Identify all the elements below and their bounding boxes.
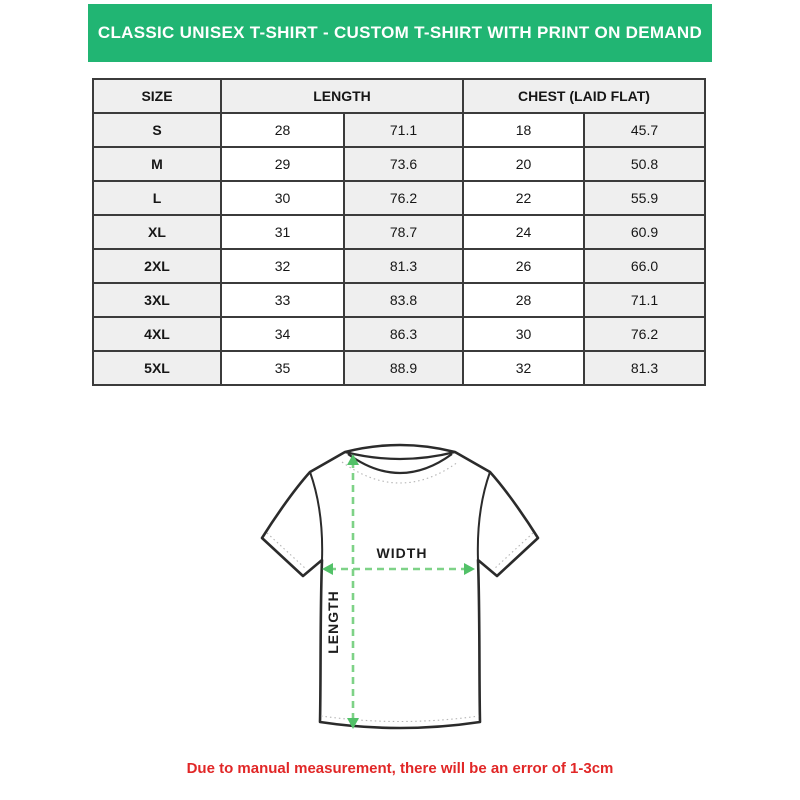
- chest-in-cell: 30: [463, 317, 584, 351]
- table-row: [93, 351, 705, 385]
- length-cm-cell: 88.9: [344, 351, 463, 385]
- chest-cm-cell: 81.3: [584, 351, 705, 385]
- chest-cm-cell: 50.8: [584, 147, 705, 181]
- length-in-cell: 34: [221, 317, 344, 351]
- table-row: [93, 283, 705, 317]
- chest-in-cell: 32: [463, 351, 584, 385]
- table-row: [93, 215, 705, 249]
- table-row: [93, 181, 705, 215]
- size-cell: XL: [93, 215, 221, 249]
- size-cell: L: [93, 181, 221, 215]
- table-row: [93, 147, 705, 181]
- length-in-cell: 28: [221, 113, 344, 147]
- size-cell: 2XL: [93, 249, 221, 283]
- chest-cm-cell: 71.1: [584, 283, 705, 317]
- chest-cm-cell: 55.9: [584, 181, 705, 215]
- length-label: LENGTH: [325, 590, 341, 654]
- length-cm-cell: 76.2: [344, 181, 463, 215]
- size-table-body: [93, 113, 705, 385]
- size-cell: 3XL: [93, 283, 221, 317]
- size-cell: M: [93, 147, 221, 181]
- title-banner: [88, 4, 712, 62]
- width-label: WIDTH: [376, 545, 428, 561]
- length-cm-cell: 81.3: [344, 249, 463, 283]
- length-in-cell: 35: [221, 351, 344, 385]
- tshirt-diagram: [240, 430, 560, 750]
- chest-in-cell: 22: [463, 181, 584, 215]
- col-header-chest: CHEST (LAID FLAT): [463, 79, 705, 113]
- length-cm-cell: 86.3: [344, 317, 463, 351]
- chest-in-cell: 18: [463, 113, 584, 147]
- tshirt-outline-icon: [262, 445, 538, 728]
- length-cm-cell: 73.6: [344, 147, 463, 181]
- chest-in-cell: 20: [463, 147, 584, 181]
- table-row: [93, 113, 705, 147]
- chest-cm-cell: 45.7: [584, 113, 705, 147]
- length-in-cell: 32: [221, 249, 344, 283]
- size-table: [92, 78, 706, 386]
- length-in-cell: 33: [221, 283, 344, 317]
- length-cm-cell: 83.8: [344, 283, 463, 317]
- length-in-cell: 30: [221, 181, 344, 215]
- chest-cm-cell: 60.9: [584, 215, 705, 249]
- length-cm-cell: 71.1: [344, 113, 463, 147]
- length-in-cell: 29: [221, 147, 344, 181]
- col-header-length: LENGTH: [221, 79, 463, 113]
- table-header-row: [93, 79, 705, 113]
- table-row: [93, 317, 705, 351]
- size-cell: 5XL: [93, 351, 221, 385]
- size-cell: S: [93, 113, 221, 147]
- length-in-cell: 31: [221, 215, 344, 249]
- chest-in-cell: 26: [463, 249, 584, 283]
- chest-in-cell: 24: [463, 215, 584, 249]
- chest-cm-cell: 66.0: [584, 249, 705, 283]
- size-cell: 4XL: [93, 317, 221, 351]
- length-cm-cell: 78.7: [344, 215, 463, 249]
- chest-in-cell: 28: [463, 283, 584, 317]
- chest-cm-cell: 76.2: [584, 317, 705, 351]
- page-title: CLASSIC UNISEX T-SHIRT - CUSTOM T-SHIRT WITH PRINT ON DEMAND: [97, 23, 703, 42]
- table-row: [93, 249, 705, 283]
- col-header-size: SIZE: [93, 79, 221, 113]
- measurement-disclaimer: Due to manual measurement, there will be an error of 1-3cm: [186, 760, 614, 777]
